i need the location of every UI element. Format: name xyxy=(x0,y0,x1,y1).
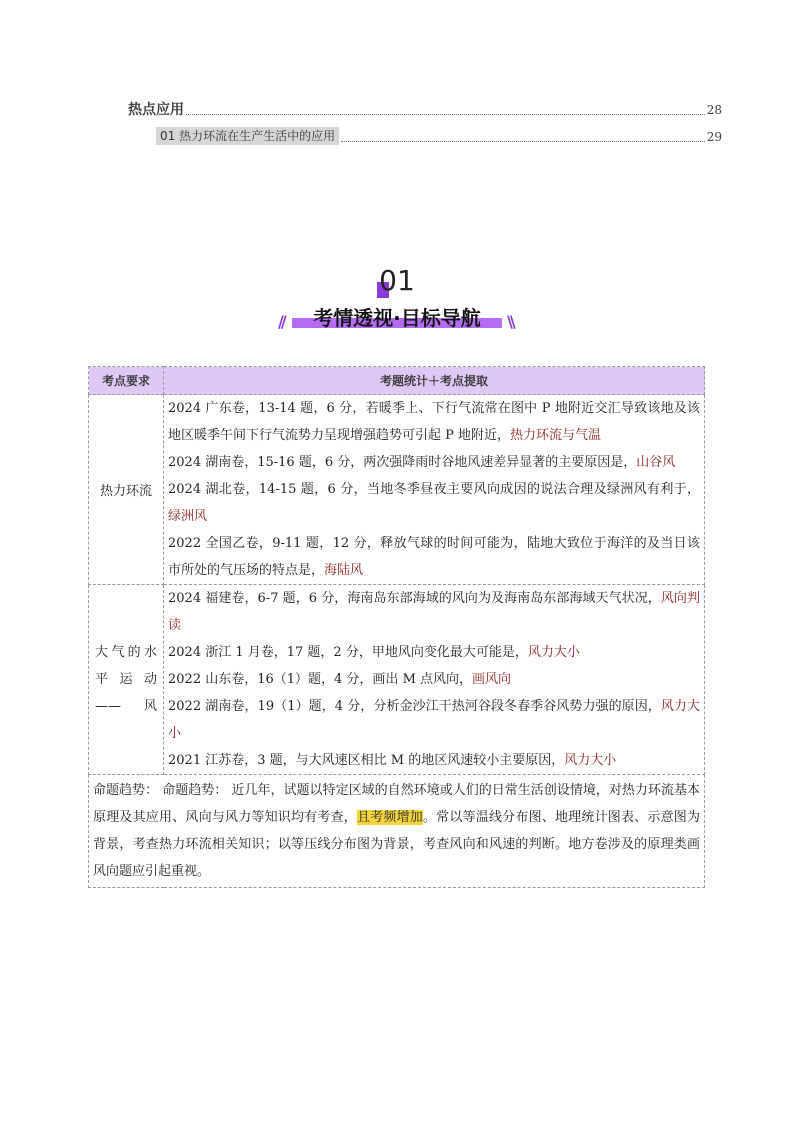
toc-entry-thermal-circulation[interactable] xyxy=(156,127,722,145)
trend-row xyxy=(89,775,705,888)
toc-entry-hot-application[interactable] xyxy=(128,102,722,118)
toc-entry-page: 28 xyxy=(706,103,722,117)
row-content xyxy=(164,585,705,775)
exam-item-key: 风向判读 xyxy=(168,591,700,633)
exam-item: 2024 湖南卷，15-16 题，6 分，两次强降雨时谷地风速差异显著的主要原因是，山谷风 xyxy=(168,455,676,470)
exam-item-key: 海陆风 xyxy=(324,563,364,578)
exam-item-key: 风力大小 xyxy=(527,645,580,660)
exam-item-key: 风力大小 xyxy=(168,699,700,741)
table-row xyxy=(89,585,705,775)
trend-highlight: 且考频增加 xyxy=(356,810,423,825)
exam-item-key: 热力环流与气温 xyxy=(510,428,602,443)
trend-text: 命题趋势： 命题趋势： 近几年，试题以特定区域的自然环境或人们的日常生活创设情境，对热力环流基本原理及其应用、风向与风力等知识均有考查，且考频增加。常以等温线分布图、地理统计图表、示意图为背景，考查热力环流相关知识；以等压线分布图为背景，考查风向和风速的判断。地方卷涉及的原理类画风向题应引起重视。 xyxy=(89,775,705,888)
row-content xyxy=(164,395,705,585)
exam-analysis-table xyxy=(88,366,705,888)
row-label: 热力环流 xyxy=(89,395,164,585)
exam-item: 2022 山东卷，16（1）题，4 分，画出 M 点风向，画风向 xyxy=(168,672,512,687)
table-row xyxy=(89,395,705,585)
exam-item-key: 画风向 xyxy=(472,672,512,687)
exam-item: 2022 湖南卷，19（1）题，4 分，分析金沙江干热河谷段冬春季谷风势力强的原因，风力大小 xyxy=(168,699,700,741)
exam-item-key: 绿洲风 xyxy=(168,509,208,524)
toc-entry-page: 29 xyxy=(706,130,722,144)
exam-item: 2021 江苏卷，3 题，与大风速区相比 M 的地区风速较小主要原因，风力大小 xyxy=(168,753,617,768)
row-label: 大气的水平运动——风 xyxy=(89,585,164,775)
exam-item: 2024 湖北卷，14-15 题，6 分，当地冬季昼夜主要风向成因的说法合理及绿洲风有利于，绿洲风 xyxy=(168,482,700,524)
exam-item: 2022 全国乙卷，9-11 题，12 分，释放气球的时间可能为，陆地大致位于海洋的及当日该市所处的气压场的特点是，海陆风 xyxy=(168,536,700,578)
toc-entry-title: 01 热力环流在生产生活中的应用 xyxy=(156,127,339,145)
exam-item-key: 山谷风 xyxy=(636,455,676,470)
table-header-row xyxy=(89,367,705,395)
section-deco-right: \\ xyxy=(507,312,513,331)
section-title: 考情透视·目标导航 xyxy=(313,306,481,330)
toc-entry-title: 热点应用 xyxy=(128,102,184,118)
header-requirement: 考点要求 xyxy=(89,367,164,395)
exam-item: 2024 广东卷，13-14 题，6 分，若暖季上、下行气流常在图中 P 地附近交汇导致该地及该地区暖季午间下行气流势力呈现增强趋势可引起 P 地附近，热力环流与气温 xyxy=(168,401,700,443)
section-number: 01 xyxy=(379,264,415,297)
toc-leader-dots xyxy=(341,141,705,142)
exam-item: 2024 浙江 1 月卷，17 题，2 分，甲地风向变化最大可能是，风力大小 xyxy=(168,645,580,660)
exam-item-key: 风力大小 xyxy=(564,753,617,768)
toc-leader-dots xyxy=(186,114,705,115)
section-deco-left: // xyxy=(278,312,284,331)
header-statistics: 考题统计＋考点提取 xyxy=(164,367,705,395)
exam-item: 2024 福建卷，6-7 题，6 分，海南岛东部海域的风向为及海南岛东部海域天气状况，风向判读 xyxy=(168,591,700,633)
